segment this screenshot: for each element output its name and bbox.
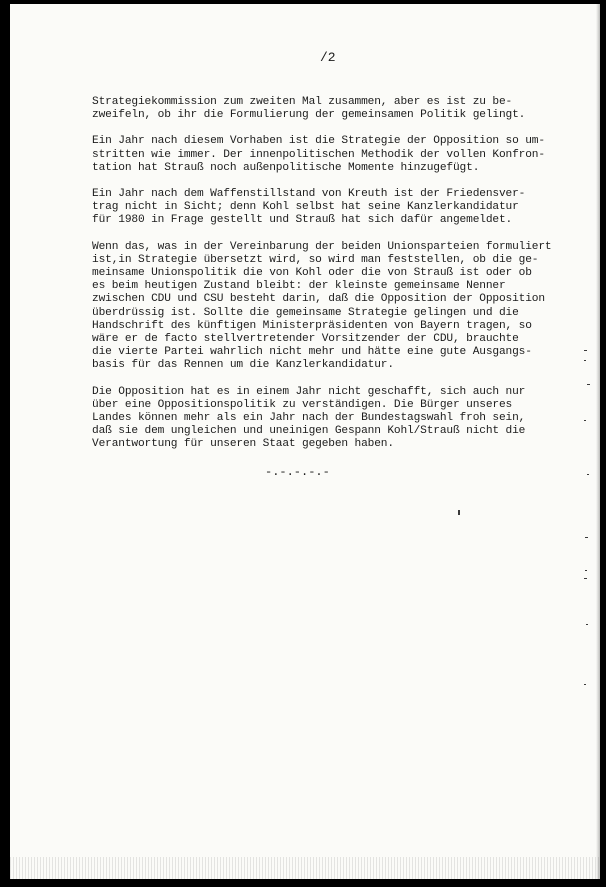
scan-speck (584, 684, 586, 685)
scan-speck (584, 578, 587, 579)
scan-speck (584, 420, 586, 421)
text-line: zweifeln, ob ihr die Formulierung der gemeinsamen Politik gelingt. (92, 109, 526, 122)
scan-speck (587, 474, 589, 475)
page-edge-shadow (596, 4, 600, 879)
text-line: basis für das Rennen um die Kanzlerkandidatur. (92, 359, 394, 372)
text-line: Ein Jahr nach dem Waffenstillstand von Kreuth ist der Friedensver- (92, 188, 526, 201)
text-line: die vierte Partei wahrlich nicht mehr und hätte eine gute Ausgangs- (92, 346, 532, 359)
paragraph-2 (92, 135, 600, 175)
scan-speck (584, 350, 587, 351)
text-line: Strategiekommission zum zweiten Mal zusammen, aber es ist zu be- (92, 96, 513, 108)
scan-speck (586, 624, 588, 625)
scan-noise (10, 857, 600, 879)
document-page (10, 4, 600, 879)
text-line: über eine Oppositionspolitik zu verständigen. Die Bürger unseres (92, 398, 513, 411)
text-line: tation hat Strauß noch außenpolitische Momente hinzugefügt. (92, 161, 480, 174)
page-number: /2 (320, 50, 336, 65)
scan-speck (587, 384, 590, 385)
text-line: Ein Jahr nach diesem Vorhaben ist die Strategie der Opposition so um- (92, 135, 545, 148)
text-line: Die Opposition hat es in einem Jahr nicht geschafft, sich auch nur (92, 385, 526, 398)
scan-speck (585, 570, 587, 571)
text-line: trag nicht in Sicht; denn Kohl selbst hat seine Kanzlerkandidatur (92, 201, 519, 214)
text-line: zwischen CDU und CSU besteht darin, daß die Opposition der Opposition (92, 293, 545, 306)
paragraph-3 (92, 188, 600, 228)
scan-speck (584, 360, 586, 361)
text-line: wäre er de facto stellvertretender Vorsitzender der CDU, brauchte (92, 333, 519, 346)
text-line: es beim heutigen Zustand bleibt: der kleinste gemeinsame Nenner (92, 280, 506, 293)
text-line: Landes können mehr als ein Jahr nach der Bundestagswahl froh sein, (92, 412, 526, 425)
text-line: Wenn das, was in der Vereinbarung der beiden Unionsparteien formuliert (92, 240, 552, 253)
text-line: Handschrift des künftigen Ministerpräsidenten von Bayern tragen, so (92, 319, 532, 332)
text-line: für 1980 in Frage gestellt und Strauß hat sich dafür angemeldet. (92, 214, 513, 227)
body-text (92, 96, 600, 465)
paragraph-1 (92, 96, 600, 122)
text-line: überdrüssig ist. Sollte die gemeinsame Strategie gelingen und die (92, 306, 519, 319)
scan-speck (585, 537, 588, 538)
scan-speck (458, 510, 460, 515)
end-separator: -.-.-.-.- (265, 465, 330, 479)
text-line: daß sie dem ungleichen und uneinigen Gespann Kohl/Strauß nicht die (92, 425, 526, 438)
paragraph-4 (92, 241, 600, 373)
text-line: stritten wie immer. Der innenpolitischen Methodik der vollen Konfron- (92, 148, 545, 161)
text-line: ist,in Strategie übersetzt wird, so wird man feststellen, ob die ge- (92, 253, 539, 266)
text-line: meinsame Unionspolitik die von Kohl oder die von Strauß ist oder ob (92, 267, 532, 280)
text-line: Verantwortung für unseren Staat gegeben haben. (92, 438, 394, 451)
paragraph-5 (92, 386, 600, 452)
